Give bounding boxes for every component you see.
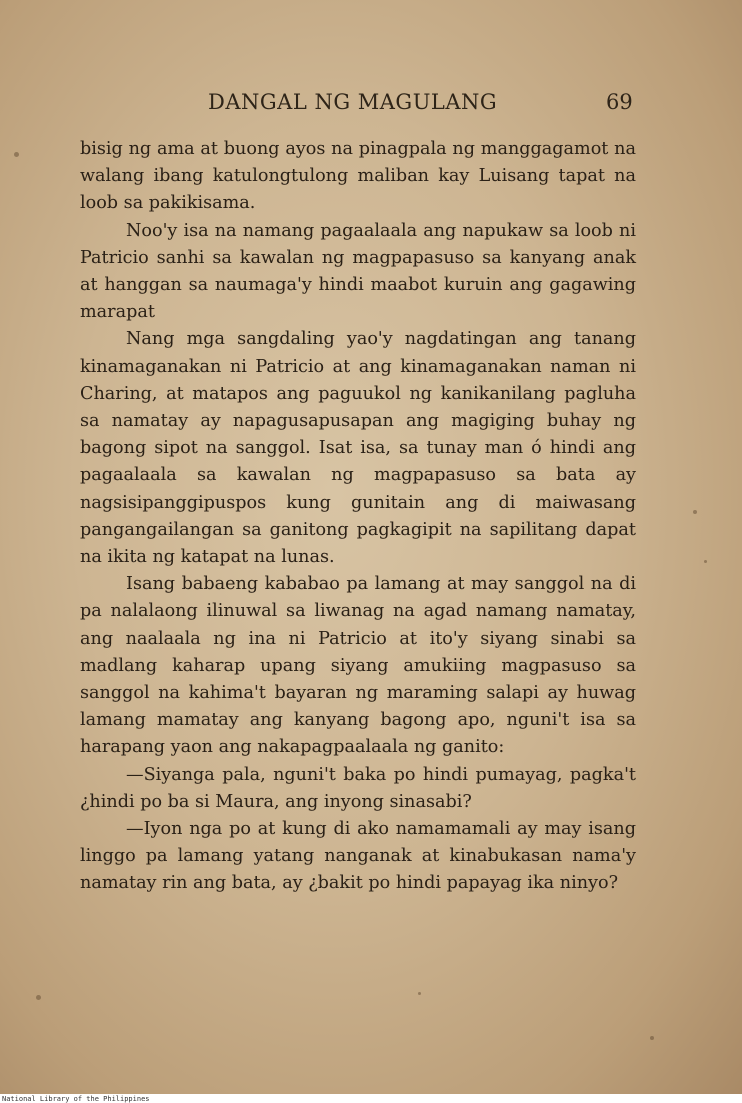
library-credit: National Library of the Philippines (2, 1095, 150, 1103)
paper-spot (704, 560, 707, 563)
paragraph: —Iyon nga po at kung di ako namamamali ay may isang linggo pa lamang yatang nanganak at kinabukasan nama'y namatay rin ang bata, ay ¿bakit po hindi papayag ika ninyo? (80, 819, 636, 894)
paper-spot (693, 510, 697, 514)
running-title: DANGAL NG MAGULANG (208, 90, 498, 114)
body-text (80, 136, 636, 898)
page-header (0, 90, 742, 120)
paragraph: Nang mga sangdaling yao'y nagdatingan ang tanang kinamaganakan ni Patricio at ang kinamaganakan naman ni Charing, at matapos ang paguukol ng kanikanilang pagluha sa namatay ay napagusapusapan ang magiging buhay ng bagong sipot na sanggol. Isat isa, sa tunay man ó hindi ang pagaalaala sa kawalan ng magpapasuso sa bata ay nagsisipanggipuspos kung gunitain ang di maiwasang pangangailangan sa ganitong pagkagipit na sapilitang dapat na ikita ng katapat na lunas. (80, 329, 636, 568)
paper-spot (36, 995, 41, 1000)
paper-spot (418, 992, 421, 995)
paragraph: Isang babaeng kababao pa lamang at may sanggol na di pa nalalaong ilinuwal sa liwanag na agad namang namatay, ang naalaala ng ina ni Patricio at ito'y siyang sinabi sa madlang kaharap upang siyang amukiing magpasuso sa sanggol na kahima't bayaran ng maraming salapi ay huwag lamang mamatay ang kanyang bagong apo, nguni't isa sa harapang yaon ang nakapagpaalaala ng ganito: (80, 574, 636, 758)
paper-spot (14, 152, 19, 157)
paragraph: —Siyanga pala, nguni't baka po hindi pumayag, pagka't ¿hindi po ba si Maura, ang inyong sinasabi? (80, 764, 636, 812)
paragraph: bisig ng ama at buong ayos na pinagpala ng manggagamot na walang ibang katulongtulong maliban kay Luisang tapat na loob sa pakikisama. (80, 139, 636, 214)
paragraph: Noo'y isa na namang pagaalaala ang napukaw sa loob ni Patricio sanhi sa kawalan ng magpapasuso sa kanyang anak at hanggan sa naumaga'y hindi maabot kuruin ang gagawing marapat (80, 220, 636, 323)
paper-spot (650, 1036, 654, 1040)
page-number: 69 (606, 90, 633, 114)
